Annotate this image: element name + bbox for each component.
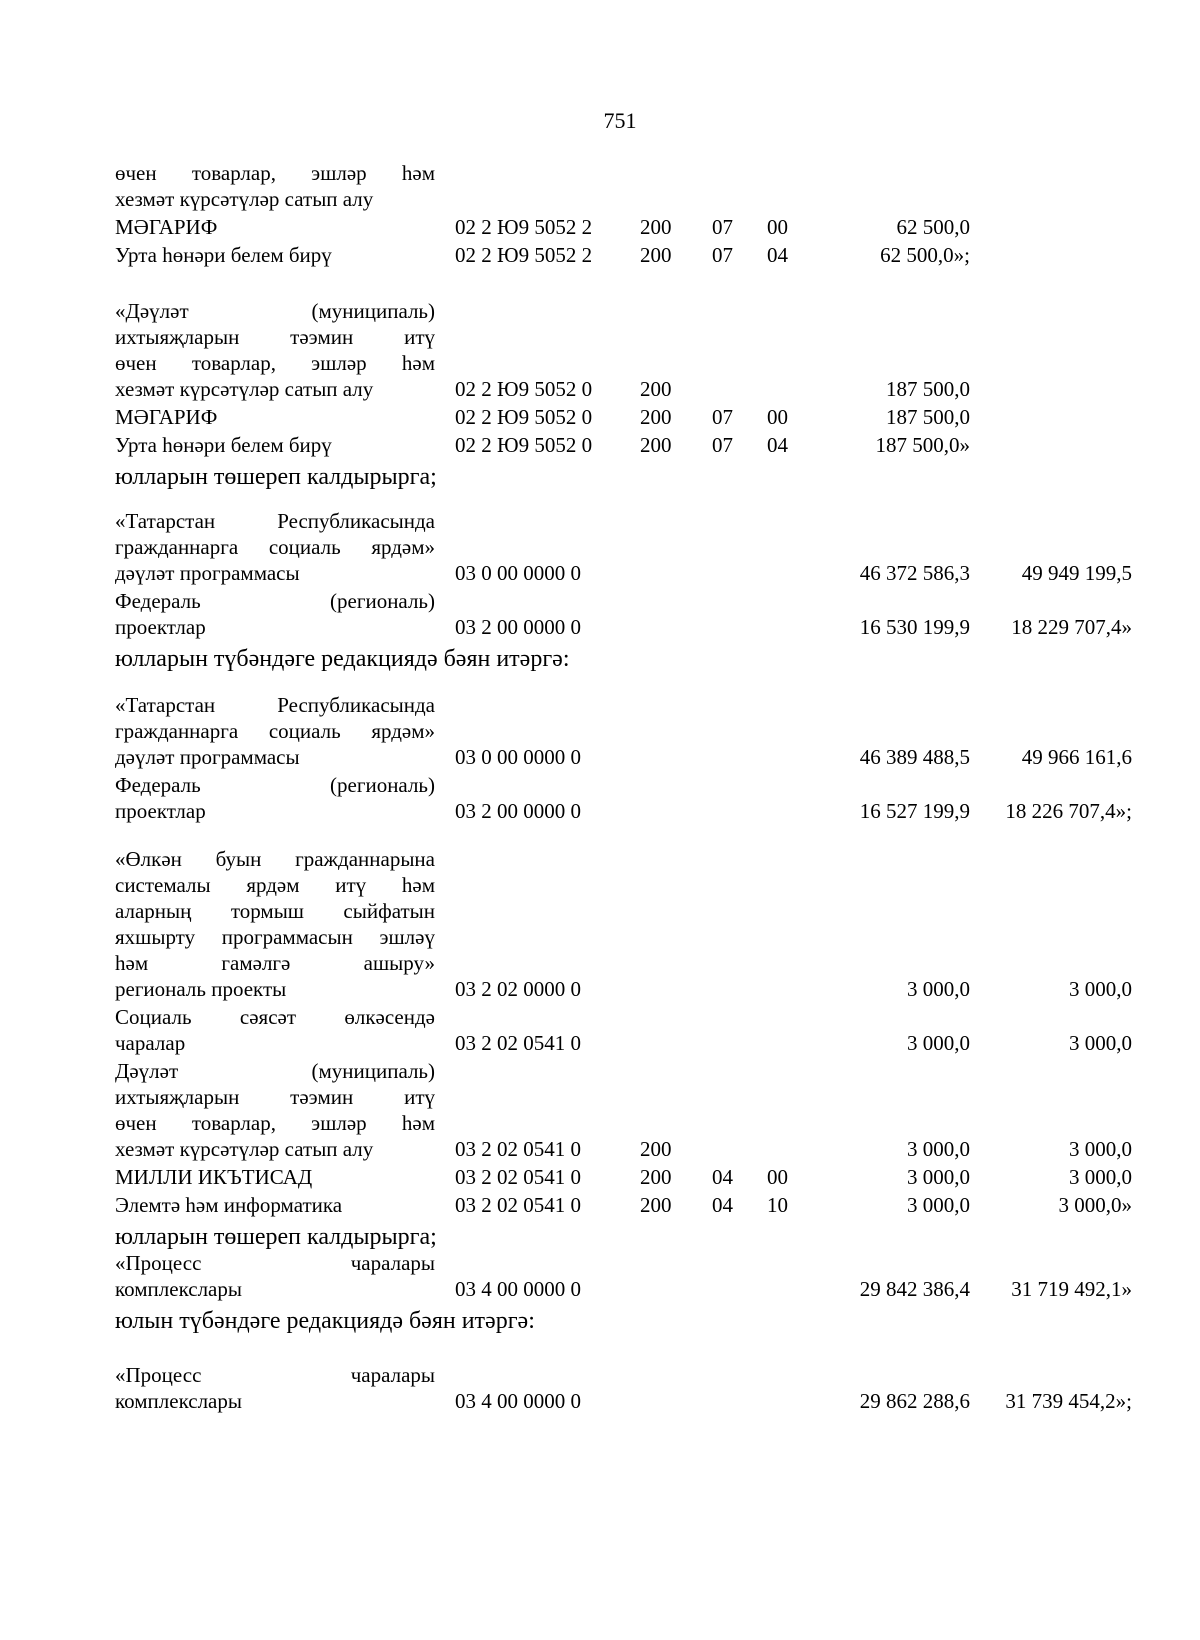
expense-type-code: 200 [640, 377, 672, 401]
amount-year-1: 187 500,0» [875, 433, 970, 457]
description-line: аларның тормыш сыйфатын [115, 899, 435, 923]
expense-type-code: 200 [640, 433, 672, 457]
amendment-instruction: юлларын төшереп калдырырга; [115, 464, 437, 490]
amendment-instruction: юлларын төшереп калдырырга; [115, 1224, 437, 1250]
amount-year-1: 62 500,0 [896, 215, 970, 239]
amount-year-1: 187 500,0 [886, 377, 970, 401]
description-line: Дәүләт (муниципаль) [115, 1059, 435, 1083]
table-row [0, 404, 1200, 430]
target-article-code: 03 2 02 0541 0 [455, 1165, 581, 1189]
target-article-code: 02 2 Ю9 5052 0 [455, 405, 593, 429]
description-line: системалы ярдәм итү һәм [115, 873, 435, 897]
amount-year-2: 49 966 161,6 [1021, 745, 1132, 769]
amount-year-1: 46 372 586,3 [859, 561, 970, 585]
row-description [115, 160, 435, 212]
row-description [115, 1164, 435, 1190]
description-line: Федераль (региональ) [115, 589, 435, 613]
description-line: хезмәт күрсәтүләр сатып алу [115, 187, 374, 211]
description-line: һәм гамәлгә ашыру» [115, 951, 435, 975]
amount-year-2: 3 000,0 [1069, 1137, 1132, 1161]
row-description [115, 404, 435, 430]
amount-year-1: 29 842 386,4 [859, 1277, 970, 1301]
expense-type-code: 200 [640, 243, 672, 267]
amount-year-1: 16 527 199,9 [859, 799, 970, 823]
page-number: 751 [603, 108, 637, 133]
target-article-code: 03 4 00 0000 0 [455, 1389, 581, 1413]
target-article-code: 03 2 02 0000 0 [455, 977, 581, 1001]
description-line: өчен товарлар, эшләр һәм [115, 351, 435, 375]
subsection-code: 00 [767, 1165, 788, 1189]
description-line: комплекслары [115, 1389, 242, 1413]
section-code: 07 [712, 243, 733, 267]
row-description [115, 508, 435, 586]
amount-year-2: 3 000,0» [1058, 1193, 1132, 1217]
description-line: региональ проекты [115, 977, 287, 1001]
description-line: «Дәүләт (муниципаль) [115, 299, 435, 323]
table-row [0, 242, 1200, 268]
description-line: дәүләт программасы [115, 561, 300, 585]
subsection-code: 10 [767, 1193, 788, 1217]
description-line: «Процесс чаралары [115, 1251, 435, 1275]
description-line: хезмәт күрсәтүләр сатып алу [115, 1137, 374, 1161]
row-description [115, 1362, 435, 1414]
description-line: проектлар [115, 799, 206, 823]
description-line: өчен товарлар, эшләр һәм [115, 161, 435, 185]
description-line: проектлар [115, 615, 206, 639]
section-code: 07 [712, 405, 733, 429]
expense-type-code: 200 [640, 1137, 672, 1161]
subsection-code: 00 [767, 405, 788, 429]
expense-type-code: 200 [640, 405, 672, 429]
row-description [115, 772, 435, 824]
amount-year-1: 3 000,0 [907, 1165, 970, 1189]
amount-year-2: 3 000,0 [1069, 1165, 1132, 1189]
amount-year-2: 49 949 199,5 [1021, 561, 1132, 585]
target-article-code: 03 0 00 0000 0 [455, 561, 581, 585]
description-line: «Татарстан Республикасында [115, 693, 435, 717]
row-description [115, 432, 435, 458]
description-line: гражданнарга социаль ярдәм» [115, 719, 435, 743]
target-article-code: 03 2 02 0541 0 [455, 1193, 581, 1217]
target-article-code: 02 2 Ю9 5052 0 [455, 433, 593, 457]
section-code: 04 [712, 1165, 733, 1189]
description-line: «Өлкән буын гражданнарына [115, 847, 435, 871]
description-line: комплекслары [115, 1277, 242, 1301]
amount-year-1: 187 500,0 [886, 405, 970, 429]
description-line: Элемтә һәм информатика [115, 1193, 343, 1217]
table-row [0, 846, 1200, 1002]
table-row [0, 1164, 1200, 1190]
table-row [0, 214, 1200, 240]
row-description [115, 588, 435, 640]
target-article-code: 03 4 00 0000 0 [455, 1277, 581, 1301]
row-description [115, 692, 435, 770]
amount-year-1: 16 530 199,9 [859, 615, 970, 639]
table-row [0, 160, 1200, 212]
table-row [0, 772, 1200, 824]
description-line: ихтыяҗларын тәэмин итү [115, 325, 435, 349]
amount-year-1: 3 000,0 [907, 1031, 970, 1055]
amount-year-2: 31 739 454,2»; [1005, 1389, 1132, 1413]
target-article-code: 02 2 Ю9 5052 0 [455, 377, 593, 401]
row-description [115, 1058, 435, 1162]
description-line: Урта һөнәри белем бирү [115, 243, 332, 267]
target-article-code: 02 2 Ю9 5052 2 [455, 243, 593, 267]
table-row [0, 432, 1200, 458]
table-row [0, 1192, 1200, 1218]
expense-type-code: 200 [640, 215, 672, 239]
row-description [115, 242, 435, 268]
amount-year-2: 18 226 707,4»; [1005, 799, 1132, 823]
expense-type-code: 200 [640, 1165, 672, 1189]
table-row [0, 1058, 1200, 1162]
description-line: Федераль (региональ) [115, 773, 435, 797]
description-line: чаралар [115, 1031, 186, 1055]
description-line: «Процесс чаралары [115, 1363, 435, 1387]
amount-year-2: 18 229 707,4» [1011, 615, 1132, 639]
description-line: МӘГАРИФ [115, 405, 218, 429]
description-line: хезмәт күрсәтүләр сатып алу [115, 377, 374, 401]
row-description [115, 1192, 435, 1218]
description-line: ихтыяҗларын тәэмин итү [115, 1085, 435, 1109]
description-line: МИЛЛИ ИКЪТИСАД [115, 1165, 313, 1189]
section-code: 07 [712, 433, 733, 457]
table-row [0, 1004, 1200, 1056]
amount-year-2: 31 719 492,1» [1011, 1277, 1132, 1301]
amount-year-2: 3 000,0 [1069, 1031, 1132, 1055]
amount-year-1: 3 000,0 [907, 1137, 970, 1161]
table-row [0, 588, 1200, 640]
amount-year-1: 46 389 488,5 [859, 745, 970, 769]
row-description [115, 298, 435, 402]
table-row [0, 692, 1200, 770]
subsection-code: 04 [767, 243, 788, 267]
target-article-code: 03 0 00 0000 0 [455, 745, 581, 769]
table-row [0, 1362, 1200, 1414]
target-article-code: 03 2 00 0000 0 [455, 799, 581, 823]
row-description [115, 1004, 435, 1056]
table-row [0, 1250, 1200, 1302]
target-article-code: 03 2 00 0000 0 [455, 615, 581, 639]
expense-type-code: 200 [640, 1193, 672, 1217]
row-description [115, 846, 435, 1002]
row-description [115, 1250, 435, 1302]
amendment-instruction: юлларын түбәндәге редакциядә бәян итәргә: [115, 646, 570, 672]
amendment-instruction: юлын түбәндәге редакциядә бәян итәргә: [115, 1308, 535, 1334]
table-row [0, 508, 1200, 586]
section-code: 04 [712, 1193, 733, 1217]
description-line: Социаль сәясәт өлкәсендә [115, 1005, 435, 1029]
subsection-code: 04 [767, 433, 788, 457]
amount-year-1: 29 862 288,6 [859, 1389, 970, 1413]
description-line: өчен товарлар, эшләр һәм [115, 1111, 435, 1135]
description-line: гражданнарга социаль ярдәм» [115, 535, 435, 559]
description-line: «Татарстан Республикасында [115, 509, 435, 533]
amount-year-1: 62 500,0»; [880, 243, 970, 267]
section-code: 07 [712, 215, 733, 239]
description-line: яхшырту программасын эшләү [115, 925, 435, 949]
table-row [0, 298, 1200, 402]
subsection-code: 00 [767, 215, 788, 239]
amount-year-1: 3 000,0 [907, 977, 970, 1001]
target-article-code: 03 2 02 0541 0 [455, 1031, 581, 1055]
description-line: МӘГАРИФ [115, 215, 218, 239]
amount-year-2: 3 000,0 [1069, 977, 1132, 1001]
target-article-code: 02 2 Ю9 5052 2 [455, 215, 593, 239]
row-description [115, 214, 435, 240]
amount-year-1: 3 000,0 [907, 1193, 970, 1217]
description-line: дәүләт программасы [115, 745, 300, 769]
description-line: Урта һөнәри белем бирү [115, 433, 332, 457]
target-article-code: 03 2 02 0541 0 [455, 1137, 581, 1161]
